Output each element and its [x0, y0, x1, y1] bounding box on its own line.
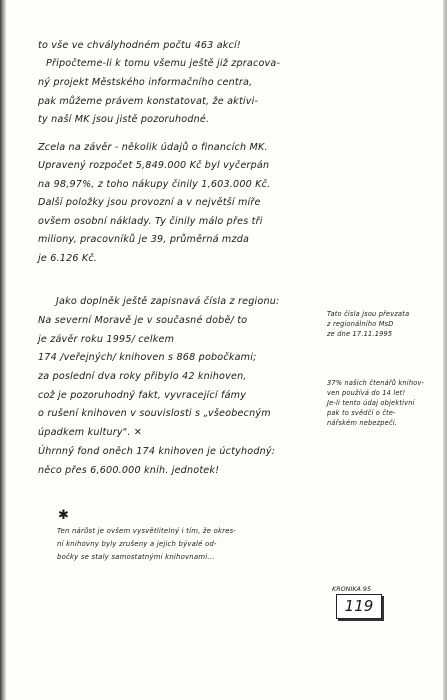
text-line: miliony, pracovníků je 39, průměrná mzda — [38, 234, 250, 245]
footnote-line: Ten nárůst je ovšem vysvětlitelný i tím, že okres- — [57, 527, 237, 535]
page-number: 119 — [344, 597, 374, 615]
side-note-line: ven používá do 14 let! — [327, 389, 406, 397]
page-number-badge — [330, 585, 388, 627]
text-line: je závěr roku 1995/ celkem — [38, 334, 175, 345]
text-line: Upravený rozpočet 5,849.000 Kč byl vyčerpán — [38, 160, 270, 171]
text-line: ty naší MK jsou jistě pozoruhodné. — [38, 114, 210, 125]
binding-shadow — [0, 0, 6, 700]
side-note-line: ze dne 17.11.1995 — [327, 330, 393, 338]
footnote-line: bočky se staly samostatnými knihovnami... — [57, 553, 215, 561]
text-line: ovšem osobní náklady. Ty činily málo přes tři — [38, 216, 263, 227]
side-note-line: nářském nebezpečí. — [327, 419, 398, 427]
text-line: něco přes 6,600.000 knih. jednotek! — [38, 465, 220, 476]
text-line: což je pozoruhodný fakt, vyvracející fámy — [38, 390, 247, 401]
text-line: Další položky jsou provozní a v největší míře — [38, 197, 261, 208]
text-line: Zcela na závěr - několik údajů o financích MK. — [38, 142, 268, 153]
badge-box — [336, 594, 382, 619]
footnote-star: ✱ — [58, 508, 69, 523]
text-line: za poslední dva roky přibylo 42 knihoven, — [38, 371, 247, 382]
side-note-line: Tato čísla jsou převzata — [327, 310, 410, 318]
text-line: o rušení knihoven v souvislosti s „všeobecným — [38, 408, 271, 419]
side-note-line: Je-li tento údaj objektivní — [327, 399, 415, 407]
text-line: pak můžeme právem konstatovat, že aktivi- — [38, 96, 259, 107]
side-note-line: pak to svědčí o čte- — [327, 409, 396, 417]
text-line: je 6.126 Kč. — [38, 253, 98, 264]
badge-label: KRONIKA 95 — [332, 585, 372, 593]
side-note-line: z regionálního MsD — [327, 320, 394, 328]
text-line: Na severní Moravě je v současné době/ to — [38, 315, 248, 326]
text-line: Jako doplněk ještě zapisnavá čísla z regionu: — [56, 296, 280, 307]
text-line: Úhrnný fond oněch 174 knihoven je úctyhodný: — [38, 446, 276, 457]
text-line: úpadkem kultury". ✕ — [38, 427, 143, 438]
text-line: Připočteme-li k tomu všemu ještě již zpracova- — [46, 58, 281, 69]
footnote-line: ní knihovny byly zrušeny a jejich bývalé od- — [57, 540, 217, 548]
text-line: ný projekt Městského informačního centra, — [38, 77, 253, 88]
side-note-line: 37% našich čtenářů knihov- — [327, 379, 425, 387]
page-edge — [443, 0, 447, 700]
text-line: to vše ve chvályhodném počtu 463 akcí! — [38, 40, 241, 51]
text-line: na 98,97%, z toho nákupy činily 1,603.000 Kč. — [38, 179, 271, 190]
text-line: 174 /veřejných/ knihoven s 868 pobočkami; — [38, 352, 257, 363]
